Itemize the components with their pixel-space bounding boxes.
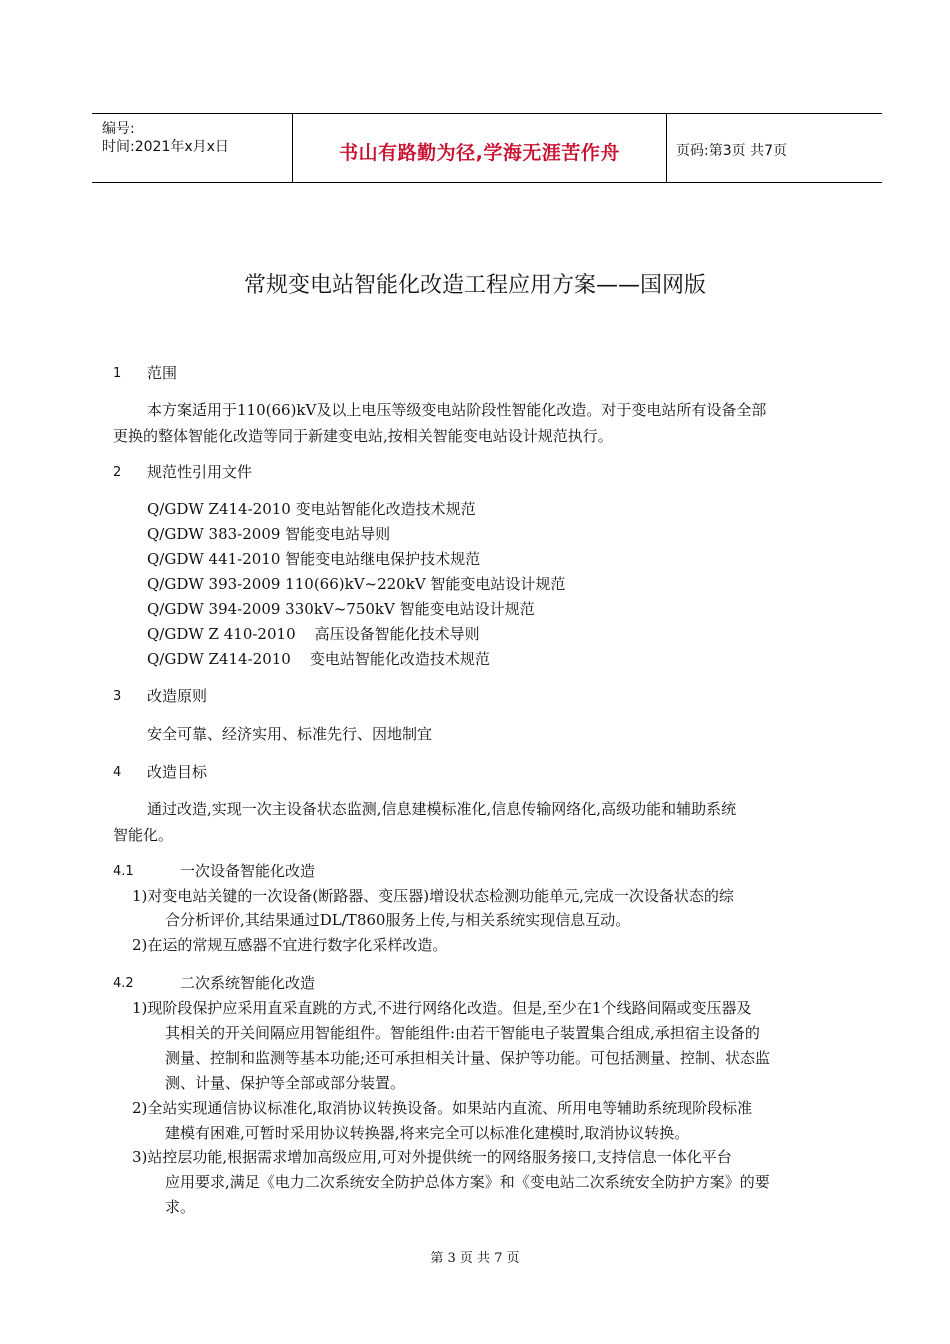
reference-item: Q/GDW 394-2009 330kV~750kV 智能变电站设计规范 [147, 600, 535, 618]
list-item: 2)全站实现通信协议标准化,取消协议转换设备。如果站内直流、所用电等辅助系统现阶段标准 [132, 1099, 753, 1117]
reference-item: Q/GDW 383-2009 智能变电站导则 [147, 525, 391, 543]
number-label: 编号: [102, 121, 135, 137]
reference-item: Q/GDW Z414-2010 变电站智能化改造技术规范 [147, 500, 476, 518]
list-item-continuation: 求。 [165, 1198, 196, 1216]
section-3-number: 3 [113, 689, 122, 704]
section-1-number: 1 [113, 366, 122, 381]
reference-item: Q/GDW Z 410-2010 高压设备智能化技术导则 [147, 625, 480, 643]
list-item-continuation: 测、计量、保护等全部或部分装置。 [165, 1074, 406, 1092]
section-2-heading: 规范性引用文件 [147, 463, 253, 481]
section-3-heading: 改造原则 [147, 687, 208, 705]
section-4-number: 4 [113, 765, 122, 780]
reference-item: Q/GDW Z414-2010 变电站智能化改造技术规范 [147, 650, 490, 668]
document-title: 常规变电站智能化改造工程应用方案——国网版 [243, 273, 706, 298]
page-footer: 第 3 页 共 7 页 [430, 1251, 520, 1266]
list-item: 3)站控层功能,根据需求增加高级应用,可对外提供统一的网络服务接口,支持信息一体化平台 [132, 1148, 732, 1166]
header-left-cell [92, 114, 292, 182]
motto-text: 书山有路勤为径,学海无涯苦作舟 [339, 142, 620, 164]
section-1-line-2: 更换的整体智能化改造等同于新建变电站,按相关智能变电站设计规范执行。 [113, 427, 613, 445]
page-code: 页码:第3页 共7页 [676, 143, 787, 159]
reference-item: Q/GDW 393-2009 110(66)kV~220kV 智能变电站设计规范 [147, 575, 566, 593]
section-4-line-1: 通过改造,实现一次主设备状态监测,信息建模标准化,信息传输网络化,高级功能和辅助系统 [147, 800, 737, 818]
section-4-line-2: 智能化。 [113, 826, 174, 844]
list-item-continuation: 其相关的开关间隔应用智能组件。智能组件:由若干智能电子装置集合组成,承担宿主设备的 [165, 1024, 760, 1042]
document-header-table [92, 113, 882, 183]
list-item-continuation: 测量、控制和监测等基本功能;还可承担相关计量、保护等功能。可包括测量、控制、状态监 [165, 1049, 771, 1067]
section-2-number: 2 [113, 465, 122, 480]
section-4-heading: 改造目标 [147, 763, 208, 781]
list-item: 1)现阶段保护应采用直采直跳的方式,不进行网络化改造。但是,至少在1个线路间隔或变压器及 [132, 999, 752, 1017]
section-1-line-1: 本方案适用于110(66)kV及以上电压等级变电站阶段性智能化改造。对于变电站所有设备全部 [147, 401, 767, 419]
section-4-1-number: 4.1 [113, 864, 134, 879]
list-item-continuation: 应用要求,满足《电力二次系统安全防护总体方案》和《变电站二次系统安全防护方案》的要 [165, 1173, 770, 1191]
section-3-text: 安全可靠、经济实用、标准先行、因地制宜 [147, 725, 433, 743]
header-page-cell [666, 114, 882, 182]
reference-item: Q/GDW 441-2010 智能变电站继电保护技术规范 [147, 550, 481, 568]
section-4-1-heading: 一次设备智能化改造 [180, 862, 316, 880]
section-4-2-number: 4.2 [113, 976, 134, 991]
time-label: 时间:2021年x月x日 [102, 139, 229, 155]
header-motto-cell [292, 114, 667, 182]
list-item-continuation: 建模有困难,可暂时采用协议转换器,将来完全可以标准化建模时,取消协议转换。 [165, 1124, 690, 1142]
list-item: 2)在运的常规互感器不宜进行数字化采样改造。 [132, 936, 448, 954]
list-item-continuation: 合分析评价,其结果通过DL/T860服务上传,与相关系统实现信息互动。 [165, 911, 631, 929]
section-1-heading: 范围 [147, 364, 178, 382]
section-4-2-heading: 二次系统智能化改造 [180, 974, 316, 992]
list-item: 1)对变电站关键的一次设备(断路器、变压器)增设状态检测功能单元,完成一次设备状态的综 [132, 887, 734, 905]
